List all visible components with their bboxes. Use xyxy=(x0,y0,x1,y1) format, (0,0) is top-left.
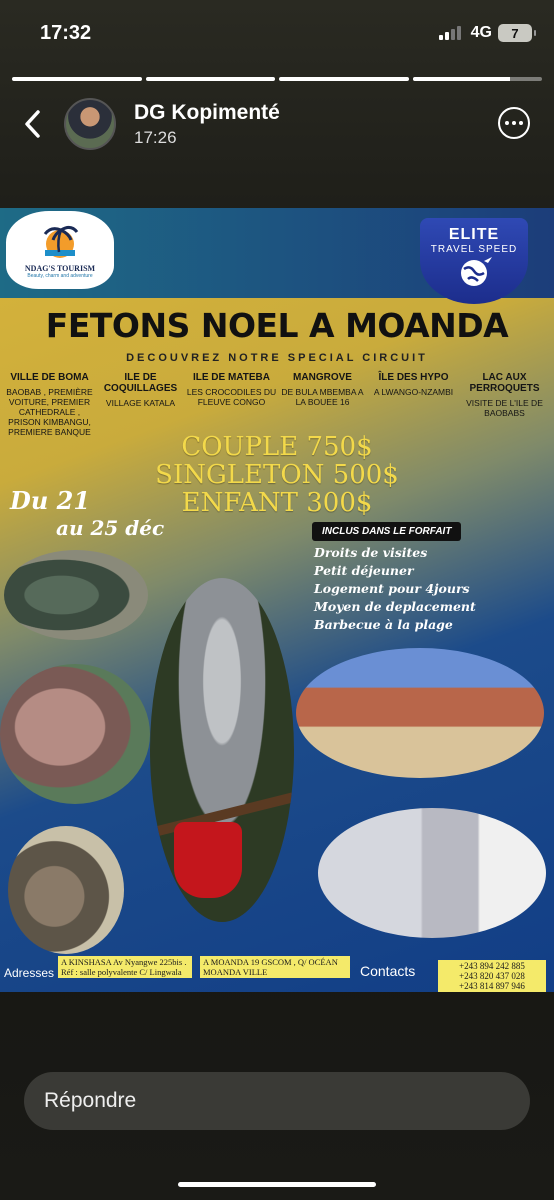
network-type: 4G xyxy=(470,24,492,41)
place-title: ILE DE COQUILLAGES xyxy=(103,372,178,394)
included-list xyxy=(314,544,476,634)
sender-name[interactable]: DG Kopimenté xyxy=(134,101,280,124)
globe-plane-icon xyxy=(454,255,494,289)
place-title: ÎLE DES HYPO xyxy=(378,372,449,383)
home-indicator[interactable] xyxy=(178,1182,376,1187)
place-title: LAC AUX PERROQUETS xyxy=(469,372,540,394)
logo-right-line2: TRAVEL SPEED xyxy=(430,244,518,255)
logo-left-tagline: Beauty, charm and adventure xyxy=(27,272,93,279)
place-title: VILLE DE BOMA xyxy=(10,372,89,383)
place-desc: VISITE DE L'ILE DE BAOBABS xyxy=(466,398,543,418)
sent-time: 17:26 xyxy=(134,128,177,147)
place-desc: A LWANGO-NZAMBI xyxy=(373,387,454,397)
included-item: Barbecue à la plage xyxy=(314,617,453,632)
address-moanda: A MOANDA 19 GSCOM , Q/ OCÉAN MOANDA VILLE xyxy=(200,956,350,978)
crocodile-photo xyxy=(4,550,148,640)
poster-subheadline: DECOUVREZ NOTRE SPECIAL CIRCUIT xyxy=(126,352,428,364)
contacts-label: Contacts xyxy=(360,963,416,979)
price-singleton: SINGLETON 500$ xyxy=(155,460,399,490)
circuit-places xyxy=(4,372,550,437)
baobab-photo xyxy=(8,826,124,954)
reply-placeholder: Répondre xyxy=(44,1089,137,1112)
phone-number: +243 894 242 885 xyxy=(459,961,525,971)
date-end: au 25 déc xyxy=(56,516,165,540)
story-segment xyxy=(146,77,276,81)
place-item xyxy=(186,372,277,437)
included-title: INCLUS DANS LE FORFAIT xyxy=(312,522,461,541)
status-indicators xyxy=(439,24,532,42)
date-start: Du 21 xyxy=(10,486,91,515)
place-item xyxy=(4,372,95,437)
avatar[interactable] xyxy=(64,98,116,150)
elite-travel-logo xyxy=(420,218,528,304)
reply-input[interactable] xyxy=(24,1072,530,1130)
included-item: Droits de visites xyxy=(314,545,428,560)
bedroom-photo xyxy=(318,808,546,938)
parrot-photo xyxy=(150,578,294,922)
place-item xyxy=(368,372,459,437)
addresses-label: Adresses xyxy=(4,966,55,980)
place-desc: BAOBAB , PREMIÈRE VOITURE, PREMIER CATHEDRALE , PRISON KIMBANGU, PREMIERE BANQUE xyxy=(6,387,93,437)
back-icon[interactable] xyxy=(18,106,46,142)
status-time: 17:32 xyxy=(40,22,92,44)
house-photo xyxy=(296,648,544,778)
address-kinshasa: A KINSHASA Av Nyangwe 225bis . Réf : salle polyvalente C/ Lingwala xyxy=(58,956,192,978)
poster-headline: FETONS NOEL A MOANDA xyxy=(45,306,509,345)
logo-right-line1: ELITE xyxy=(448,226,500,243)
story-progress xyxy=(12,77,542,81)
place-title: MANGROVE xyxy=(293,372,352,383)
story-segment xyxy=(413,77,543,81)
more-options-icon[interactable] xyxy=(498,107,530,139)
status-image xyxy=(0,208,554,992)
battery-icon: 7 xyxy=(498,24,532,42)
included-item: Logement pour 4jours xyxy=(314,581,470,596)
included-item: Petit déjeuner xyxy=(314,563,414,578)
story-segment xyxy=(12,77,142,81)
place-desc: DE BULA MBEMBA A LA BOUEE 16 xyxy=(281,387,364,407)
logo-left-name: NDAG'S TOURISM xyxy=(24,263,96,273)
place-item xyxy=(277,372,368,437)
signal-icon xyxy=(439,26,461,40)
place-desc: LES CROCODILES DU FLEUVE CONGO xyxy=(186,387,277,407)
story-segment xyxy=(279,77,409,81)
price-couple: COUPLE 750$ xyxy=(181,432,373,462)
ndags-tourism-logo xyxy=(6,211,114,289)
palm-island-icon xyxy=(37,222,83,262)
phone-number: +243 820 437 028 xyxy=(459,971,525,981)
place-desc: VILLAGE KATALA xyxy=(105,398,176,408)
price-enfant: ENFANT 300$ xyxy=(181,488,373,518)
place-title: ILE DE MATEBA xyxy=(192,372,271,383)
phone-number: +243 814 897 946 xyxy=(459,981,525,991)
hippo-photo xyxy=(0,664,150,804)
phone-list xyxy=(438,960,546,992)
place-item xyxy=(95,372,186,437)
included-item: Moyen de deplacement xyxy=(314,599,476,614)
place-item xyxy=(459,372,550,437)
